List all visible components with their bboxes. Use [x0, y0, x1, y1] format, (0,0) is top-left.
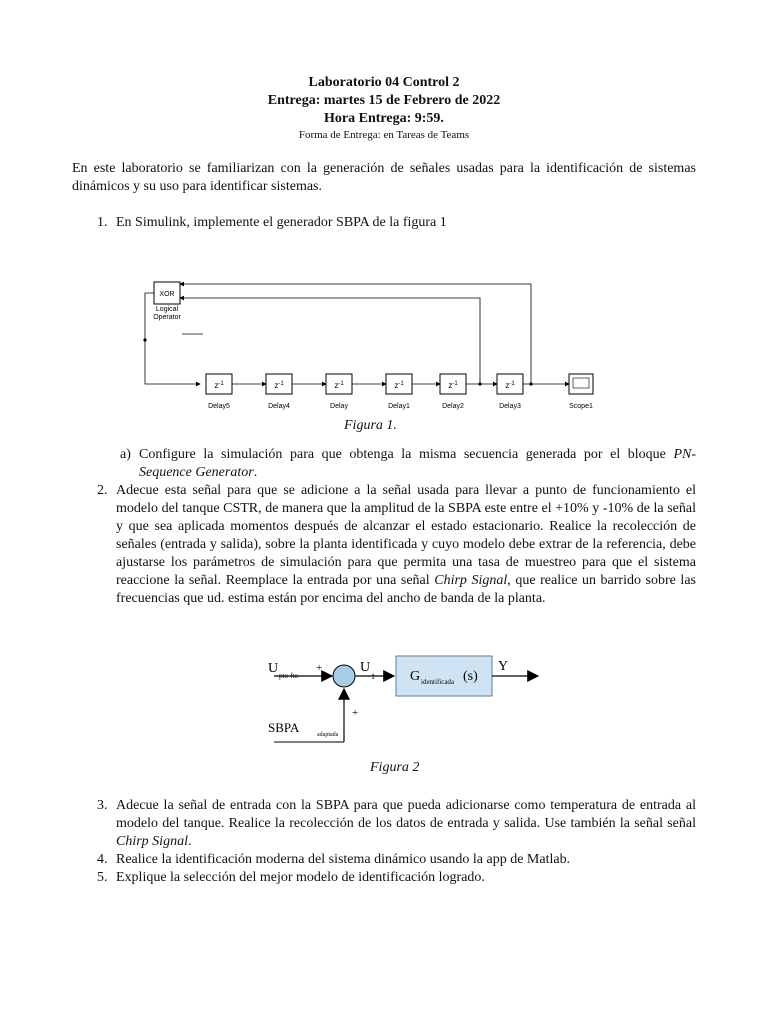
delay-label: Delay4: [268, 403, 290, 410]
xor-label: XOR: [159, 291, 175, 298]
item-2-number: 2.: [97, 483, 108, 498]
plus-top: +: [316, 662, 323, 674]
sbpa-sub: adaptada: [317, 732, 339, 738]
sbpa-main: SBPA: [268, 720, 300, 735]
subitem-a-text: Configure la simulación para que obtenga la misma secuencia generada por el bloque PN-Sequence Generator.: [139, 447, 696, 480]
delay-label: Delay: [330, 403, 348, 410]
item-1-number: 1.: [97, 215, 108, 230]
figure-2-diagram: [262, 650, 552, 750]
delay-symbol: $z^{-1}$: [274, 381, 284, 390]
delay-symbol: $z^{-1}$: [505, 381, 515, 390]
doc-title: Laboratorio 04 Control 2: [308, 75, 460, 90]
delay-symbol: $z^{-1}$: [214, 381, 224, 390]
intro-paragraph: En este laboratorio se familiarizan con la generación de señales usadas para la identificación de sistemas dinámicos y su uso para identificar sistemas.: [72, 161, 696, 194]
item-2-text: Adecue esta señal para que se adicione a la señal usada para llevar a punto de funcionamiento el modelo del tanque CSTR, de manera que la amplitud de la SBPA este entre el +10% y -10% de la señal y que sea aplicada momentos después de alcanzar el estado estacionario. Realice la recolección de señales (entrada y salida), sobre la planta identificada y cuyo modelo debe extrar de la referencia, debe ajustarse los parámetros de simulación para que permita una tasa de muestreo para que el sistema reaccione la señal. Reemplace la entrada por una señal Chirp Signal, que realice un barrido sobre las frecuencias que ud. estima están por encima del ancho de banda de la planta.: [116, 483, 696, 606]
delay-symbol: $z^{-1}$: [334, 381, 344, 390]
delivery-method: Forma de Entrega: en Tareas de Teams: [298, 129, 470, 141]
delay-symbol: $z^{-1}$: [394, 381, 404, 390]
delay-label: Delay5: [208, 403, 230, 410]
delay-label: Delay2: [442, 403, 464, 410]
item-4-text: Realice la identificación moderna del sistema dinámico usando la app de Matlab.: [116, 852, 571, 867]
y-label: Y: [498, 659, 509, 674]
figure-2-caption: Figura 2: [370, 760, 420, 775]
subitem-a-letter: a): [120, 447, 131, 462]
item-3-text: Adecue la señal de entrada con la SBPA para que pueda adicionarse como temperatura de entrada al modelo del tanque. Realice la recolección de los datos de entrada y salida. Use también la señal señal Chirp Signal.: [116, 798, 696, 849]
g-suffix: (s): [463, 669, 478, 684]
u-sub: pto-fto: [279, 672, 299, 680]
u-main: U: [268, 661, 279, 676]
g-main: G: [410, 669, 421, 684]
scope-label: Scope1: [569, 403, 593, 410]
g-sub: identificada: [421, 678, 455, 686]
logical-label-2: Operator: [153, 314, 181, 321]
plus-bottom: +: [352, 707, 359, 719]
figure-1-caption: Figura 1.: [344, 418, 397, 433]
item-5-number: 5.: [97, 870, 108, 885]
u1-sub: 1: [371, 672, 375, 681]
delay-label: Delay1: [388, 403, 410, 410]
item-1-text: En Simulink, implemente el generador SBPA de la figura 1: [116, 215, 447, 230]
logical-label-1: Logical: [155, 306, 179, 313]
item-4-number: 4.: [97, 852, 108, 867]
item-5-text: Explique la selección del mejor modelo de identificación logrado.: [116, 870, 485, 885]
sum-junction: [333, 665, 355, 687]
delay-label: Delay3: [499, 403, 521, 410]
delay-symbol: $z^{-1}$: [448, 381, 458, 390]
u1-main: U: [360, 660, 371, 675]
figure-1-diagram: [140, 276, 600, 416]
item-3-number: 3.: [97, 798, 108, 813]
delivery-time: Hora Entrega: 9:59.: [324, 111, 444, 126]
delivery-date: Entrega: martes 15 de Febrero de 2022: [267, 93, 501, 108]
